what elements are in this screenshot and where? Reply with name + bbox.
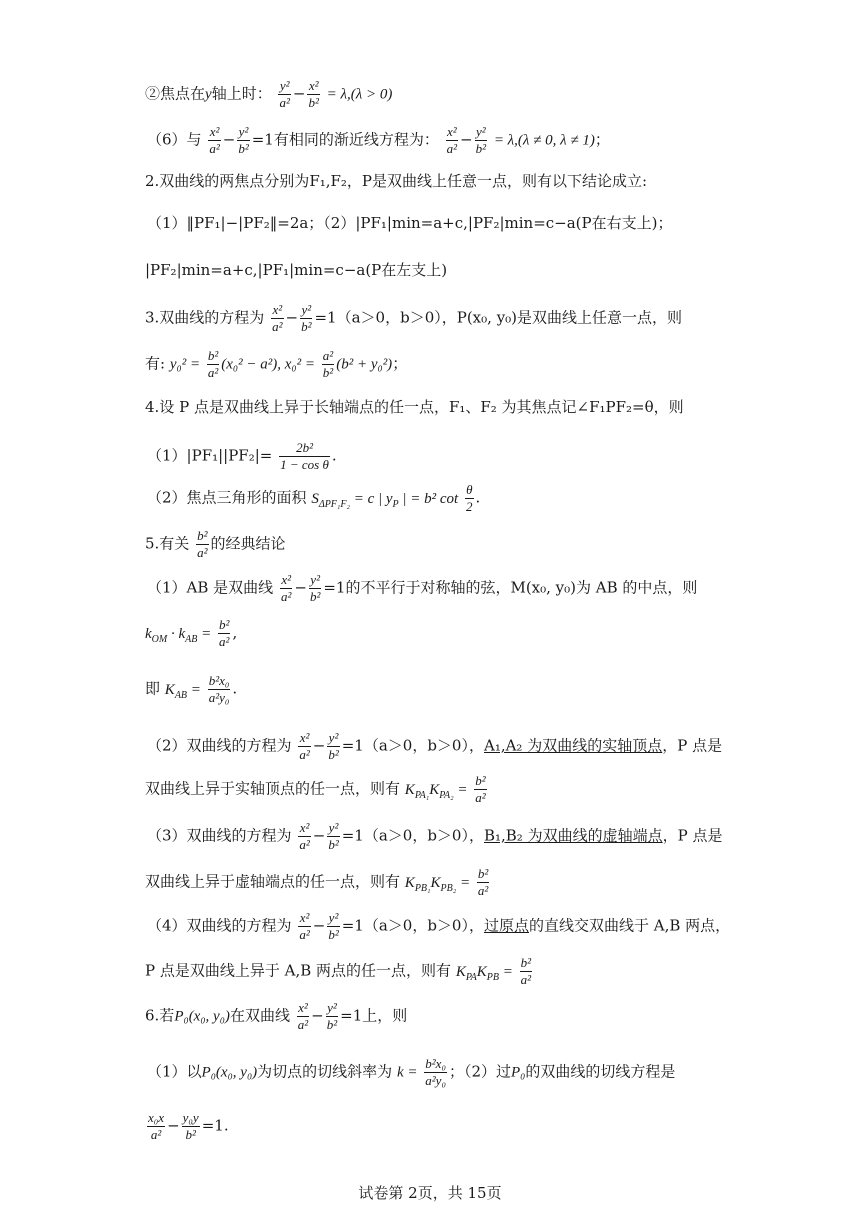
section-5-item-4-b: P 点是双曲线上异于 A,B 两点的任一点，则有 $K_{PA}K_{PB}$ = $\frac{\text{b²}}{\text{a²}}$ (145, 955, 532, 987)
section-4-item-1: （1）|PF₁||PF₂|= $\frac{\text{2b²}}{\text{1 − cos θ}}$ . (147, 440, 337, 472)
section-3-formula: 有: y₀² = $\frac{\text{b²}}{\text{a²}}$ (x₀² − a²), x₀² = $\frac{\text{a²}}{\text{b²}}$ (b² + y₀²)； (145, 348, 408, 380)
page-footer: 试卷第 2页，共 15页 (358, 1184, 502, 1202)
section-5-item-2: （2）双曲线的方程为 $\frac{\text{x²}}{\text{a²}}$ − $\frac{\text{y²}}{\text{b²}}$ =1（a＞0，b＞0），A₁,A₂ 为双曲线的实轴顶点，P 点是 (147, 730, 723, 762)
section-5-item-4: （4）双曲线的方程为 $\frac{\text{x²}}{\text{a²}}$ − $\frac{\text{y²}}{\text{b²}}$ =1（a＞0，b＞0），过原点的直线交双曲线于 A,B 两点， (147, 910, 731, 942)
section-5-title: 5.有关 $\frac{\text{b²}}{\text{a²}}$ 的经典结论 (145, 528, 286, 560)
section-2-item-2: |PF₂|min=a+c,|PF₁|min=c−a(P在左支上) (145, 261, 448, 279)
section-6-tangent-formula: $\frac{\text{x₀x}}{\text{a²}}$ − $\frac{\text{y₀y}}{\text{b²}}$ =1. (148, 1110, 229, 1142)
section-6-title: 6.若P₀(x₀, y₀)在双曲线 $\frac{\text{x²}}{\text{a²}}$ − $\frac{\text{y²}}{\text{b²}}$ =1上，则 (145, 1000, 408, 1032)
section-5-item-1-formula: $k_{OM} \cdot k_{AB}$ = $\frac{\text{b²}}{\text{a²}}$ , (145, 617, 238, 649)
section-2-title: 2.双曲线的两焦点分别为F₁,F₂，P是双曲线上任意一点，则有以下结论成立: (145, 172, 648, 190)
section-3-title: 3.双曲线的方程为 $\frac{\text{x²}}{\text{a²}}$ − $\frac{\text{y²}}{\text{b²}}$ =1（a＞0，b＞0），P(x₀, y₀)是双曲线上任意一点，则 (145, 302, 683, 334)
section-5-item-1: （1）AB 是双曲线 $\frac{\text{x²}}{\text{a²}}$ − $\frac{\text{y²}}{\text{b²}}$ =1的不平行于对称轴的弦，M(x₀, y₀)为 AB 的中点，则 (147, 572, 698, 604)
text-line: ②焦点在y轴上时： $\frac{\text{y²}}{\text{a²}}$ − $\frac{\text{x²}}{\text{b²}}$ = λ,(λ > 0) (145, 78, 393, 110)
section-4-title: 4.设 P 点是双曲线上异于长轴端点的任一点，F₁、F₂ 为其焦点记∠F₁PF₂=θ，则 (145, 398, 684, 416)
text-line: （6）与 $\frac{\text{x²}}{\text{a²}}$ − $\frac{\text{y²}}{\text{b²}}$ =1有相同的渐近线方程为： $\frac{\text{x²}}{\text{a²}}$ − $\frac{\text{y²}}{\text{b²}}$ = λ,(λ ≠ 0, λ ≠ 1)； (147, 124, 610, 156)
section-4-item-2: （2）焦点三角形的面积 $S_{\Delta PF_1F_2} = c$ | $y_P$ | = b² cot $\frac{\theta}{2}$ . (147, 482, 481, 514)
section-5-item-3: （3）双曲线的方程为 $\frac{\text{x²}}{\text{a²}}$ − $\frac{\text{y²}}{\text{b²}}$ =1（a＞0，b＞0），B₁,B₂ 为双曲线的虚轴端点，P 点是 (147, 820, 723, 852)
section-5-item-1-result: 即 $K_{AB}$ = $\frac{\text{b²x₀}}{\text{a²y₀}}$ . (145, 673, 238, 705)
section-5-item-2-b: 双曲线上异于实轴顶点的任一点，则有 $K_{PA_1}K_{PA_2}$ = $\frac{\text{b²}}{\text{a²}}$ (145, 773, 486, 805)
section-2-item-1: （1）‖PF₁|−|PF₂‖=2a；（2）|PF₁|min=a+c,|PF₂|min=c−a(P在右支上)； (147, 214, 673, 232)
section-6-item-1: （1）以P₀(x₀, y₀)为切点的切线斜率为 k = $\frac{\text{b²x₀}}{\text{a²y₀}}$ ；（2）过P₀的双曲线的切线方程是 (147, 1056, 676, 1088)
section-5-item-3-b: 双曲线上异于虚轴端点的任一点，则有 $K_{PB_1}K_{PB_2}$ = $\frac{\text{b²}}{\text{a²}}$ (145, 866, 489, 898)
